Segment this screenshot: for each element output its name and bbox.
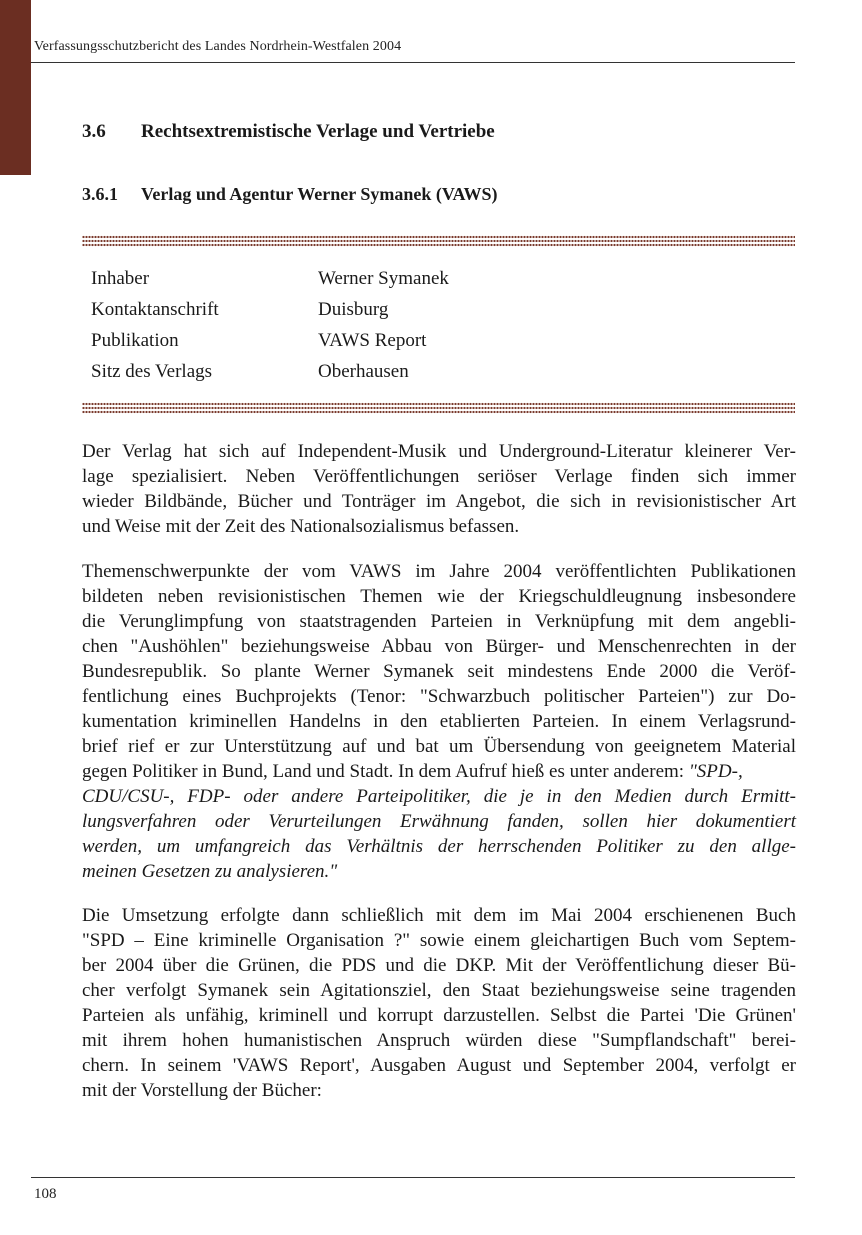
text-line: Der Verlag hat sich auf Independent-Musik und Underground-Literatur kleinerer Ver-	[82, 441, 796, 462]
subsection-number: 3.6.1	[82, 184, 118, 204]
text-line: Die Umsetzung erfolgte dann schließlich mit dem im Mai 2004 erschienenen Buch	[82, 905, 796, 926]
text-line: kumentation kriminellen Handelns in den etablierten Parteien. In einem Verlagsrund-	[82, 711, 796, 732]
info-value: Duisburg	[318, 299, 389, 320]
dotted-divider-bottom	[82, 402, 795, 414]
footer-rule	[31, 1177, 795, 1178]
text-line: Themenschwerpunkte der vom VAWS im Jahre 2004 veröffentlichten Publikationen	[82, 561, 796, 582]
text-line: fentlichung eines Buchprojekts (Tenor: "Schwarzbuch politischer Parteien") zur Do-	[82, 686, 796, 707]
quote-line: lungsverfahren oder Verurteilungen Erwähnung fanden, sollen hier dokumentiert	[82, 811, 796, 832]
info-label: Kontaktanschrift	[91, 299, 219, 320]
text-line: Parteien als unfähig, kriminell und korrupt darzustellen. Selbst die Partei 'Die Grünen'	[82, 1005, 796, 1026]
info-row	[91, 361, 449, 392]
paragraph-1	[82, 439, 796, 539]
corner-color-bar	[0, 0, 31, 175]
running-header: Verfassungsschutzbericht des Landes Nordrhein-Westfalen 2004	[34, 39, 402, 54]
text-line: chen "Aushöhlen" beziehungsweise Abbau von Bürger- und Menschenrechten in der	[82, 636, 796, 657]
paragraph-2	[82, 559, 796, 884]
text-line: wieder Bildbände, Bücher und Tonträger im Angebot, die sich in revisionistischer Art	[82, 491, 796, 512]
text-line: ber 2004 über die Grünen, die PDS und die DKP. Mit der Veröffentlichung dieser Bü-	[82, 955, 796, 976]
section-title: Rechtsextremistische Verlage und Vertriebe	[141, 121, 495, 142]
quote-line: werden, um umfangreich das Verhältnis der herrschenden Politiker zu den allge-	[82, 836, 796, 857]
info-label: Inhaber	[91, 268, 150, 289]
subsection-heading	[82, 184, 498, 205]
quote-line: meinen Gesetzen zu analysieren."	[82, 861, 338, 882]
info-label: Publikation	[91, 330, 179, 351]
info-row	[91, 299, 449, 330]
text-segment: gegen Politiker in Bund, Land und Stadt. In dem Aufruf hieß es unter anderem:	[82, 761, 689, 782]
page-number: 108	[34, 1186, 57, 1202]
subsection-title: Verlag und Agentur Werner Symanek (VAWS)	[141, 184, 498, 204]
text-line: die Verunglimpfung von staatstragenden Parteien in Verknüpfung mit dem angebli-	[82, 611, 796, 632]
info-row	[91, 268, 449, 299]
info-label: Sitz des Verlags	[91, 361, 213, 382]
text-line: chern. In seinem 'VAWS Report', Ausgaben August und September 2004, verfolgt er	[82, 1055, 796, 1076]
text-line-mixed	[82, 759, 796, 784]
quote-line: CDU/CSU-, FDP- oder andere Parteipolitiker, die je in den Medien durch Ermitt-	[82, 786, 796, 807]
info-value: VAWS Report	[318, 330, 427, 351]
info-value: Oberhausen	[318, 361, 409, 382]
text-line: mit ihrem hohen humanistischen Anspruch würden diese "Sumpflandschaft" berei-	[82, 1030, 796, 1051]
info-value: Werner Symanek	[318, 268, 449, 289]
text-line: lage spezialisiert. Neben Veröffentlichungen seriöser Verlage finden sich immer	[82, 466, 796, 487]
publisher-info-table	[91, 268, 449, 392]
text-line: "SPD – Eine kriminelle Organisation ?" sowie einem gleichartigen Buch vom Septem-	[82, 930, 796, 951]
text-line: Bundesrepublik. So plante Werner Symanek seit mindestens Ende 2000 die Veröf-	[82, 661, 796, 682]
text-line: brief rief er zur Unterstützung auf und bat um Übersendung von geeignetem Material	[82, 736, 796, 757]
dotted-divider-top	[82, 235, 795, 247]
text-line: und Weise mit der Zeit des Nationalsozialismus befassen.	[82, 516, 520, 537]
section-number: 3.6	[82, 121, 106, 142]
quote-start: "SPD-,	[688, 761, 743, 782]
paragraph-3	[82, 903, 796, 1103]
section-heading	[82, 121, 495, 143]
text-line: bildeten neben revisionistischen Themen wie der Kriegschuldleugnung insbesondere	[82, 586, 796, 607]
text-line: cher verfolgt Symanek sein Agitationsziel, den Staat beziehungsweise seine tragenden	[82, 980, 796, 1001]
header-rule	[31, 62, 795, 63]
text-line: mit der Vorstellung der Bücher:	[82, 1080, 322, 1101]
info-row	[91, 330, 449, 361]
